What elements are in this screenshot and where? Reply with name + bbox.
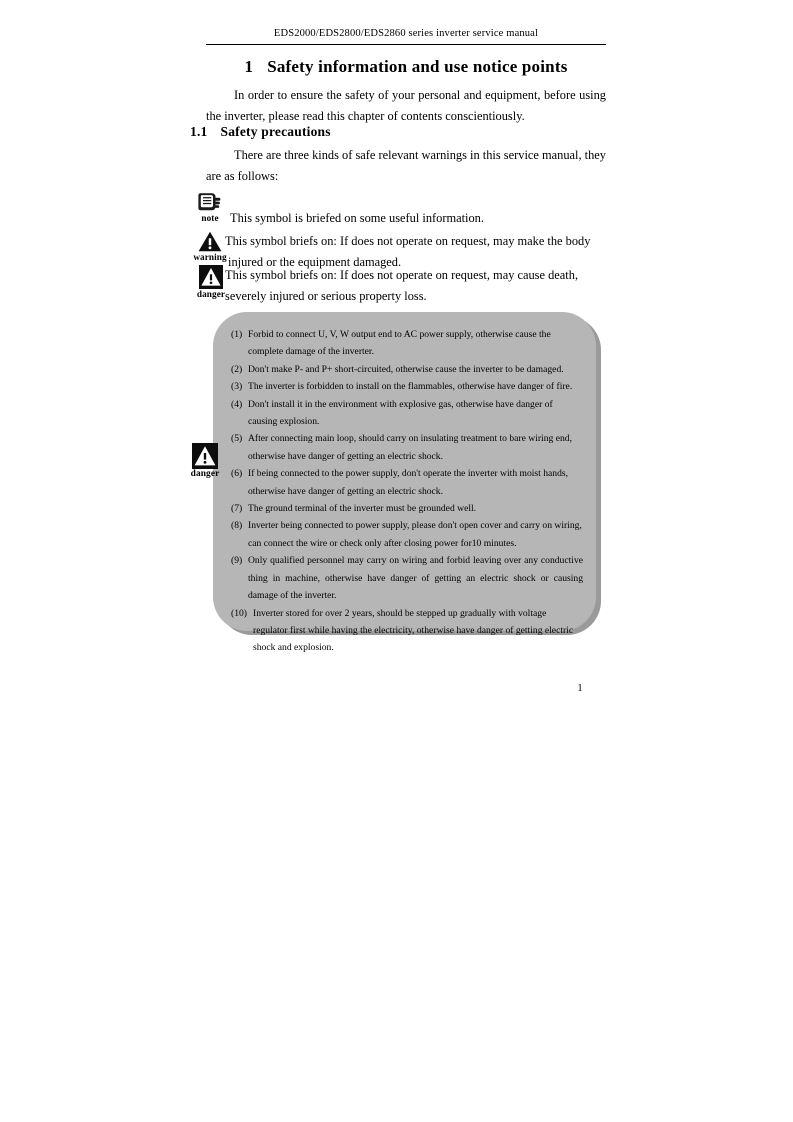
danger-square-icon — [192, 443, 218, 469]
list-item-marker: (9) — [231, 555, 243, 567]
warning-label: warning — [193, 252, 227, 262]
danger-label: danger — [196, 289, 226, 299]
list-item — [231, 517, 583, 552]
danger-square-icon — [199, 265, 223, 289]
list-item — [231, 605, 583, 657]
list-item — [231, 552, 583, 604]
danger-description-line1: This symbol briefs on: If does not operate on request, may cause death, — [225, 268, 579, 282]
legend-row-note — [190, 190, 608, 230]
list-item-marker: (8) — [231, 520, 243, 532]
running-header: EDS2000/EDS2800/EDS2860 series inverter service manual — [273, 28, 539, 39]
chapter-title-text: Safety information and use notice points — [267, 57, 568, 76]
list-item-text: Don't make P- and P+ short-circuited, otherwise cause the inverter to be damaged. — [248, 363, 564, 375]
list-item-marker: (3) — [231, 381, 243, 393]
danger-description-line2: severely injured or serious property loss. — [225, 288, 427, 303]
danger-notice-list — [231, 326, 583, 657]
section-number: 1.1 — [190, 124, 208, 139]
list-item-text: The inverter is forbidden to install on the flammables, otherwise have danger of fire. — [248, 381, 573, 393]
list-item-marker: (7) — [231, 503, 243, 515]
notice-danger-badge — [183, 443, 227, 479]
intro-paragraph: In order to ensure the safety of your personal and equipment, before using the inverter, please read this chapter of contents conscientiously. — [206, 88, 606, 123]
danger-description — [225, 265, 598, 306]
section-title: Safety precautions — [220, 124, 331, 139]
pointing-hand-icon — [198, 190, 222, 212]
list-item-text: Inverter being connected to power supply, please don't open cover and carry on wiring, can connect the wire or check only after closing power for10 minutes. — [248, 520, 582, 549]
list-item-marker: (2) — [231, 363, 243, 375]
section-paragraph: There are three kinds of safe relevant warnings in this service manual, they are as follows: — [206, 148, 606, 183]
list-item — [231, 500, 583, 517]
list-item — [231, 430, 583, 465]
list-item-text: Only qualified personnel may carry on wiring and forbid leaving over any conductive thing in machine, otherwise have danger of getting an electric shock or causing damage of the inverter. — [248, 555, 583, 602]
legend-row-danger — [190, 265, 608, 311]
notice-danger-badge-label: danger — [190, 469, 220, 479]
page-number: 1 — [577, 683, 583, 694]
note-description: This symbol is briefed on some useful information. — [230, 211, 484, 225]
section-heading — [190, 124, 331, 140]
list-item-text: Forbid to connect U, V, W output end to AC power supply, otherwise cause the complete damage of the inverter. — [248, 329, 551, 358]
list-item-marker: (6) — [231, 468, 243, 480]
danger-notice-box — [213, 312, 596, 654]
list-item — [231, 465, 583, 500]
warning-description-line1: This symbol briefs on: If does not operate on request, may make the body — [225, 234, 591, 248]
warning-description-line2: injured or the equipment damaged. — [228, 254, 402, 269]
warning-triangle-icon — [198, 231, 222, 252]
list-item-marker: (1) — [231, 329, 243, 340]
list-item — [231, 361, 583, 378]
list-item-text: Inverter stored for over 2 years, should be stepped up gradually with voltage regulator first while having the electricity, otherwise have danger of getting electric shock and explosion. — [253, 607, 574, 654]
list-item-marker: (5) — [231, 433, 243, 445]
list-item — [231, 378, 583, 395]
chapter-title — [206, 57, 606, 77]
note-label: note — [201, 213, 219, 223]
list-item — [231, 326, 583, 361]
list-item-text: The ground terminal of the inverter must be grounded well. — [248, 503, 477, 515]
note-icon-wrapper — [188, 190, 232, 223]
list-item-marker: (10) — [231, 607, 247, 619]
list-item-text: If being connected to the power supply, don't operate the inverter with moist hands, otherwise have danger of getting an electric shock. — [248, 468, 569, 497]
list-item-marker: (4) — [231, 398, 243, 410]
list-item — [231, 396, 583, 431]
list-item-text: Don't install it in the environment with explosive gas, otherwise have danger of causing explosion. — [248, 398, 553, 428]
header-rule — [206, 44, 606, 45]
chapter-number: 1 — [244, 57, 254, 76]
list-item-text: After connecting main loop, should carry on insulating treatment to bare wiring end, otherwise have danger of getting an electric shock. — [248, 433, 572, 462]
